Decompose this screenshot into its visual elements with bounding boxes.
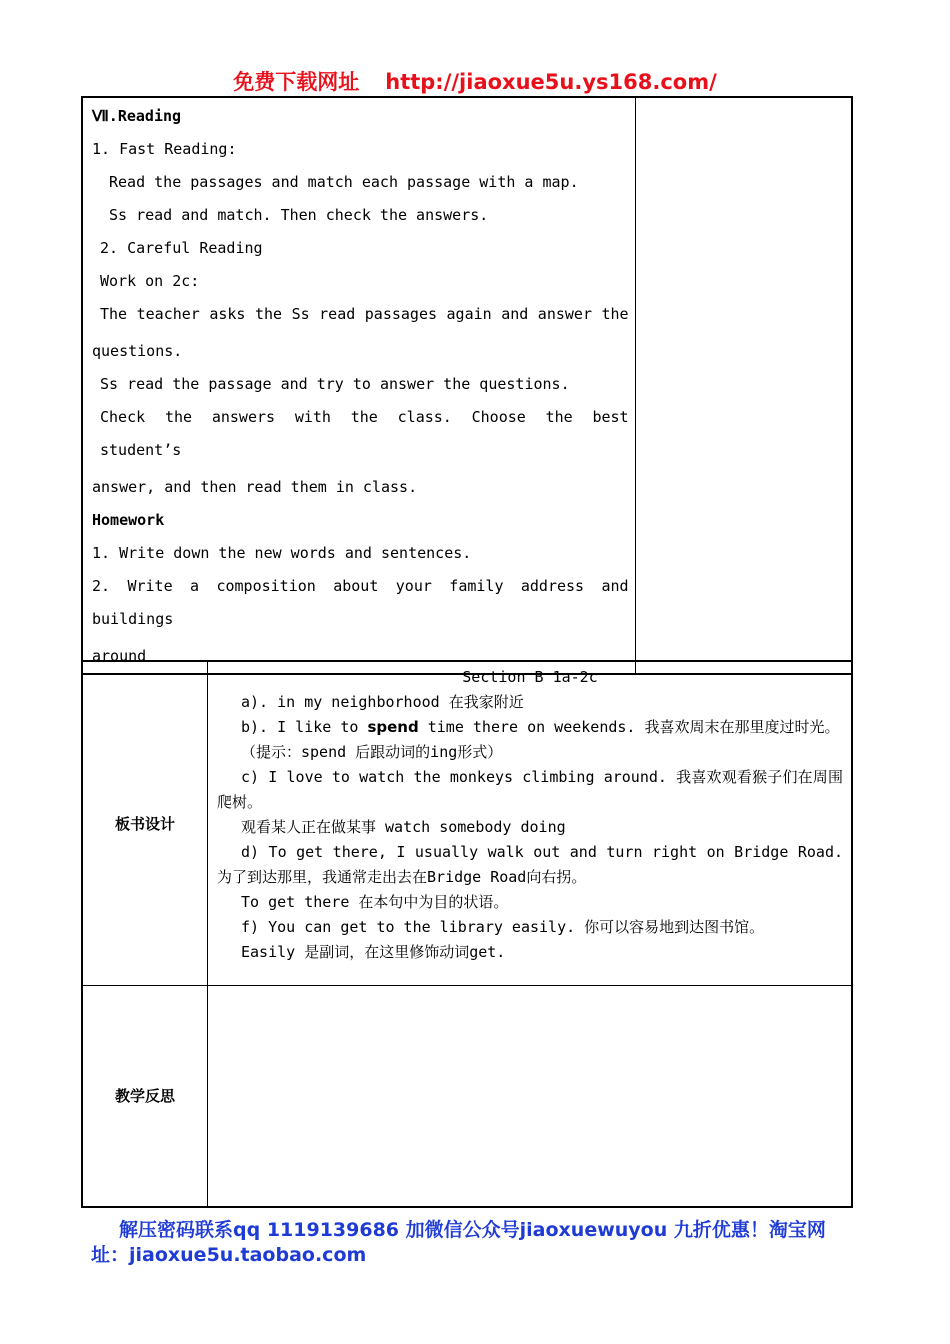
board-item-c-note: 观看某人正在做某事 watch somebody doing	[241, 818, 566, 836]
board-item-a: a). in my neighborhood 在我家附近	[241, 693, 524, 711]
notes-cell	[635, 97, 852, 674]
board-item-f-note: Easily 是副词，在这里修饰动词get.	[241, 943, 506, 961]
fast-reading-heading: 1. Fast Reading:	[92, 140, 237, 158]
page-footer: 解压密码联系qq 1119139686 加微信公众号jiaoxuewuyou 九折优惠！淘宝网址：jiaoxue5u.taobao.com	[91, 1219, 826, 1266]
board-item-d: d) To get there, I usually walk out and turn right on Bridge Road. 为了到达那里，我通常走出去在Bridge Road向右拐。	[217, 843, 843, 886]
students-line: Ss read the passage and try to answer the questions.	[100, 375, 570, 393]
spend-bold: spend	[367, 718, 419, 736]
page-header	[0, 66, 950, 96]
header-url[interactable]: http://jiaoxue5u.ys168.com/	[385, 70, 717, 94]
board-item-f: f) You can get to the library easily. 你可以容易地到达图书馆。	[241, 918, 765, 936]
board-design-label: 板书设计	[82, 661, 208, 985]
homework-item-2-line-2: around	[92, 647, 147, 665]
reading-title: Ⅶ.Reading	[92, 107, 182, 125]
fast-reading-line-1: Read the passages and match each passage with a map.	[109, 173, 579, 191]
homework-item-2-line-1: 2. Write a composition about your family address and buildings	[92, 577, 629, 628]
board-item-c: c) I love to watch the monkeys climbing around. 我喜欢观看猴子们在周围爬树。	[217, 768, 843, 811]
board-design-content	[208, 661, 853, 985]
careful-reading-heading: 2. Careful Reading	[100, 239, 263, 257]
board-item-b: b). I like to spend time there on weekends. 我喜欢周末在那里度过时光。	[241, 718, 840, 736]
lesson-table	[81, 96, 853, 675]
check-line-2: answer, and then read them in class.	[92, 478, 418, 496]
homework-title: Homework	[92, 511, 165, 529]
reflection-label: 教学反思	[82, 985, 208, 1207]
board-item-b-hint: （提示：spend 后跟动词的ing形式）	[241, 743, 503, 761]
teacher-line-2: questions.	[92, 342, 183, 360]
reflection-content	[208, 985, 853, 1207]
header-label: 免费下载网址	[233, 70, 360, 94]
teacher-line-1: The teacher asks the Ss read passages again and answer the	[100, 305, 629, 323]
lesson-cell	[82, 97, 635, 674]
board-table	[81, 660, 853, 1208]
section-title: Section B 1a-2c	[462, 668, 598, 686]
check-line-1: Check the answers with the class. Choose the best student’s	[100, 408, 629, 459]
fast-reading-line-2: Ss read and match. Then check the answers.	[109, 206, 489, 224]
board-item-d-note: To get there 在本句中为目的状语。	[241, 893, 509, 911]
work-on-2c: Work on 2c:	[100, 272, 200, 290]
homework-item-1: 1. Write down the new words and sentences.	[92, 544, 472, 562]
